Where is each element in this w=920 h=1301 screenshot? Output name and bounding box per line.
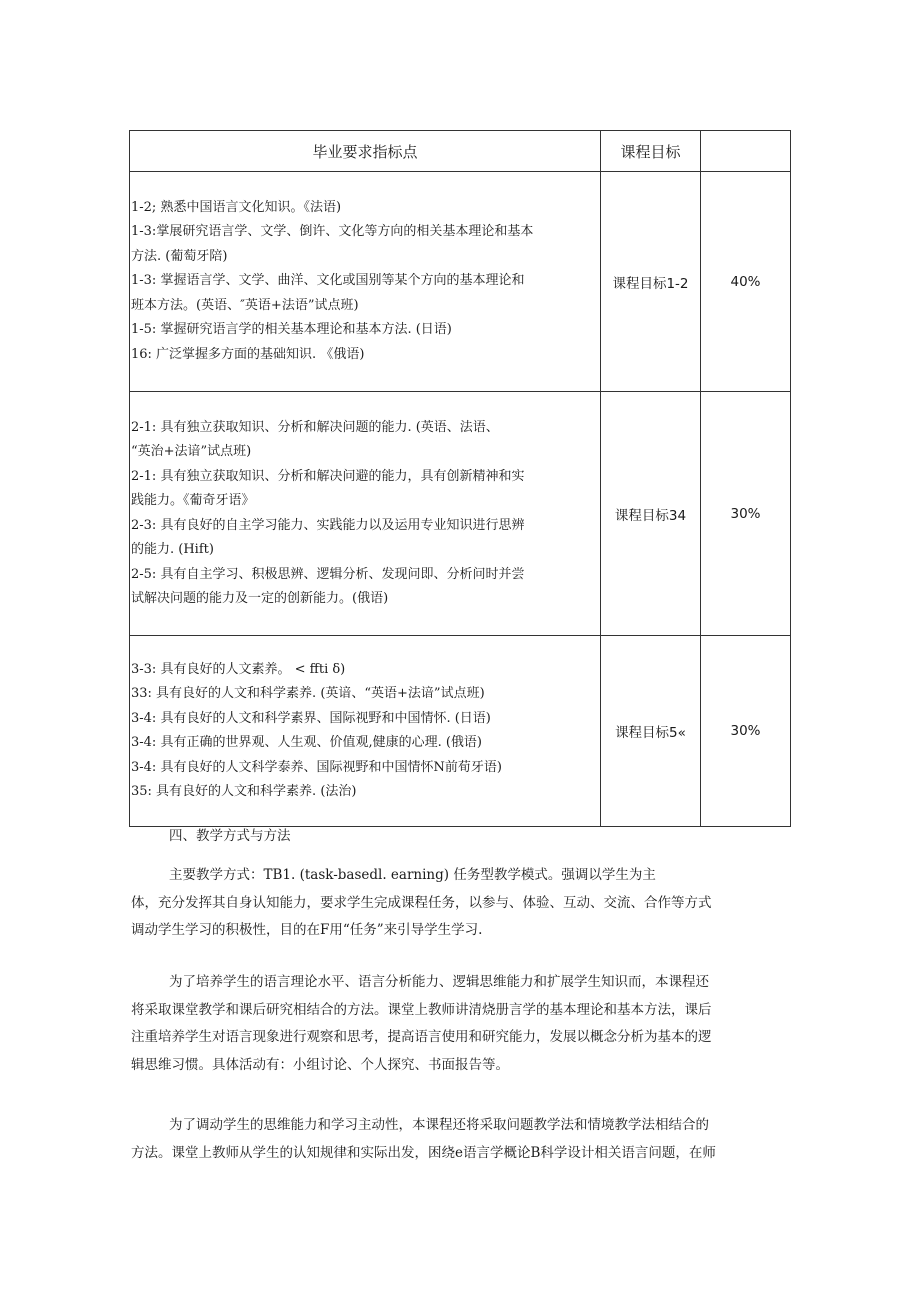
requirement-item: 33: 具有良好的人文和科学素养. (英谙、“英语+法谙”试点班) xyxy=(131,686,485,701)
requirement-item: 方法. (葡萄牙陪) xyxy=(131,248,228,264)
requirement-item: 班本方法。(英语、″英语+法语”试点班) xyxy=(131,297,359,313)
header-requirement: 毕业要求指标点 xyxy=(130,131,601,172)
table-header-row xyxy=(130,131,791,172)
weight-cell: 40% xyxy=(701,172,791,392)
requirement-item: 3-4: 具有良好的人文科学泰养、国际视野和中国情怀N前荀牙语) xyxy=(131,759,502,775)
requirement-item: 2-1: 具有独立获取知识、分析和解决问题的能力. (英语、法语、 xyxy=(131,419,499,435)
requirement-item: 16: 广泛掌握多方面的基础知识. 《俄语) xyxy=(131,346,365,362)
requirement-item: 的能力. (Hift) xyxy=(131,542,214,557)
requirement-item: 1-3: 掌握语言学、文学、曲洋、文化或国别等某个方向的基本理论和 xyxy=(131,273,525,289)
requirement-item: 3-3: 具有良好的人文素养。 < ffti δ) xyxy=(131,661,346,677)
requirement-item: 2-3: 具有良好的自主学习能力、实践能力以及运用专业知识进行思辨 xyxy=(131,517,525,533)
weight-cell: 30% xyxy=(701,392,791,636)
paragraph-line: 方法。课堂上教师从学生的认知规律和实际出发，困绕e语言学概论B科学设计相关语言问题，在师 xyxy=(131,1144,716,1161)
requirement-item: 试解决问题的能力及一定的创新能力。(俄语) xyxy=(131,591,389,606)
paragraph-teaching-mode xyxy=(131,862,791,945)
requirement-item: 3-4: 具有良好的人文和科学素界、国际视野和中国情怀. (日语) xyxy=(131,710,491,726)
table-row xyxy=(130,636,791,827)
goal-cell: 课程目标1-2 xyxy=(601,172,701,392)
paragraph-line: 将采取课堂教学和课后研究相结合的方法。课堂上教师讲清烧册言学的基本理论和基本方法，课后 xyxy=(131,1001,712,1018)
requirement-item: 35: 具有良好的人文和科学素养. (法治) xyxy=(131,784,357,799)
requirement-item: 1-5: 掌握研究语言学的相关基本理论和基本方法. (日语) xyxy=(131,322,452,338)
requirement-item: 2-1: 具有独立获取知识、分析和解决问避的能力，具有创新精神和实 xyxy=(131,468,525,484)
paragraph-line: 为了调动学生的思维能力和学习主动性，本课程还将采取问题教学法和情境教学法相结合的 xyxy=(169,1117,709,1133)
requirement-item: “英治+法谙”试点班) xyxy=(131,444,252,459)
paragraph-line: 辑思维习惯。具体活动有：小组讨论、个人探究、书面报告等。 xyxy=(131,1056,509,1073)
requirement-item: 1-3:掌展研究语言学、文学、倒许、文化等方向的相关基本理论和基本 xyxy=(131,224,534,240)
goal-cell: 课程目标5« xyxy=(601,636,701,827)
paragraph-line: 注重培养学生对语言现象进行观察和思考，提高语言使用和研究能力，发展以概念分析为基本的逻 xyxy=(131,1029,712,1045)
paragraph-line: 主要教学方式：TB1. (task-basedl. earning) 任务型教学模式。强调以学生为主 xyxy=(169,867,656,883)
requirement-item: 践能力。《葡奇牙语》 xyxy=(131,493,255,508)
requirement-item: 3-4: 具有正确的世界观、人生观、价值观,健康的心理. (俄语) xyxy=(131,735,482,750)
paragraph-line: 体，充分发挥其自身认知能力，要求学生完成课程任务，以参与、体验、互动、交流、合作等方式 xyxy=(131,894,712,911)
requirement-cell xyxy=(130,636,601,827)
goal-cell: 课程目标34 xyxy=(601,392,701,636)
requirements-table xyxy=(129,130,791,827)
requirement-cell xyxy=(130,392,601,636)
paragraph-methods xyxy=(131,969,791,1079)
paragraph-line: 为了培养学生的语言理论水平、语言分析能力、逻辑思维能力和扩展学生知识而，本课程还 xyxy=(169,974,709,990)
requirement-item: 2-5: 具有自主学习、积极思辨、逻辑分析、发现问即、分析问时并尝 xyxy=(131,566,525,582)
section-title: 四、教学方式与方法 xyxy=(169,828,291,844)
table-row xyxy=(130,172,791,392)
table-row xyxy=(130,392,791,636)
paragraph-problem-method xyxy=(131,1112,791,1167)
weight-cell: 30% xyxy=(701,636,791,827)
requirement-item: 1-2; 熟悉中国语言文化知识。《法语) xyxy=(131,199,342,215)
header-weight xyxy=(701,131,791,172)
requirement-cell xyxy=(130,172,601,392)
header-goal: 课程目标 xyxy=(601,131,701,172)
paragraph-line: 调动学生学习的积极性，目的在F用“任务”来引导学生学习. xyxy=(131,922,483,938)
